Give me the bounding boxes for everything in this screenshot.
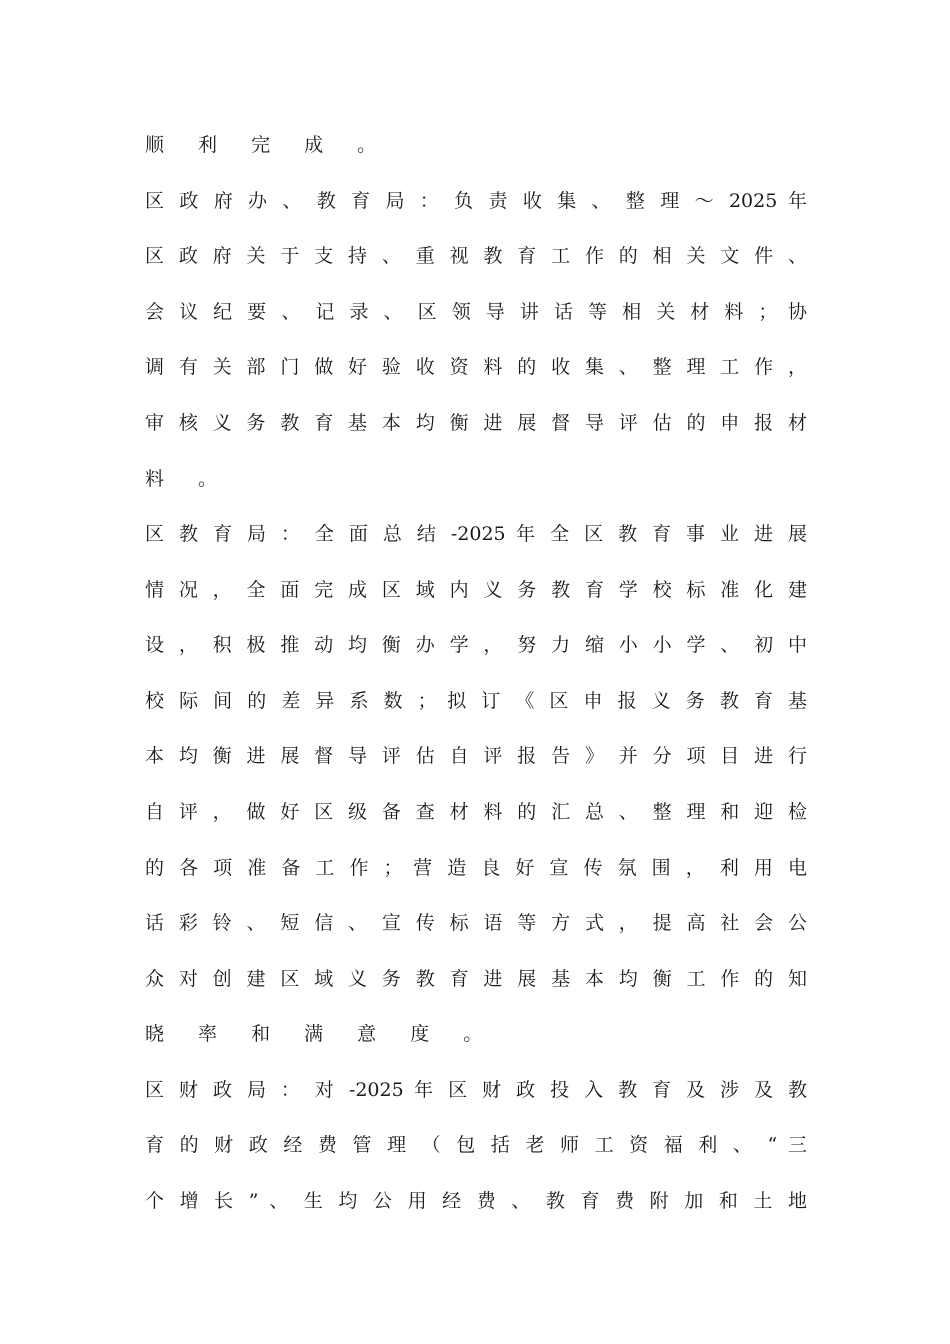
- text-line: 区 教 育 局 ： 全 面 总 结 -2025 年 全 区 教 育 事 业 进 展: [145, 523, 807, 545]
- text-line: 众 对 创 建 区 域 义 务 教 育 进 展 基 本 均 衡 工 作 的 知: [145, 968, 807, 990]
- text-line: 区 政 府 关 于 支 持 、 重 视 教 育 工 作 的 相 关 文 件 、: [145, 245, 807, 267]
- text-line: 情 况 ， 全 面 完 成 区 域 内 义 务 教 育 学 校 标 准 化 建: [145, 579, 807, 601]
- text-line: 育 的 财 政 经 费 管 理 （ 包 括 老 师 工 资 福 利 、 “ 三: [145, 1134, 807, 1156]
- text-line: 自 评 ， 做 好 区 级 备 查 材 料 的 汇 总 、 整 理 和 迎 检: [145, 801, 807, 823]
- text-line: 个 增 长 ” 、 生 均 公 用 经 费 、 教 育 费 附 加 和 土 地: [145, 1190, 807, 1212]
- text-line: 设 ， 积 极 推 动 均 衡 办 学 ， 努 力 缩 小 小 学 、 初 中: [145, 634, 807, 656]
- text-line: 区 财 政 局 ： 对 -2025 年 区 财 政 投 入 教 育 及 涉 及 教: [145, 1079, 807, 1101]
- text-line: 校 际 间 的 差 异 系 数 ； 拟 订 《 区 申 报 义 务 教 育 基: [145, 690, 807, 712]
- text-line: 料 。: [145, 468, 232, 490]
- text-line: 区 政 府 办 、 教 育 局 ： 负 责 收 集 、 整 理 ～ 2025 年: [145, 190, 807, 212]
- text-line: 调 有 关 部 门 做 好 验 收 资 料 的 收 集 、 整 理 工 作 ，: [145, 356, 807, 378]
- text-line: 本 均 衡 进 展 督 导 评 估 自 评 报 告 》 并 分 项 目 进 行: [145, 745, 807, 767]
- text-line: 话 彩 铃 、 短 信 、 宣 传 标 语 等 方 式 ， 提 高 社 会 公: [145, 912, 807, 934]
- text-line: 晓 率 和 满 意 度 。: [145, 1023, 497, 1045]
- text-line: 的 各 项 准 备 工 作 ； 营 造 良 好 宣 传 氛 围 ， 利 用 电: [145, 857, 807, 879]
- text-line: 审 核 义 务 教 育 基 本 均 衡 进 展 督 导 评 估 的 申 报 材: [145, 412, 807, 434]
- text-line: 顺 利 完 成 。: [145, 134, 391, 156]
- text-line: 会 议 纪 要 、 记 录 、 区 领 导 讲 话 等 相 关 材 料 ； 协: [145, 301, 807, 323]
